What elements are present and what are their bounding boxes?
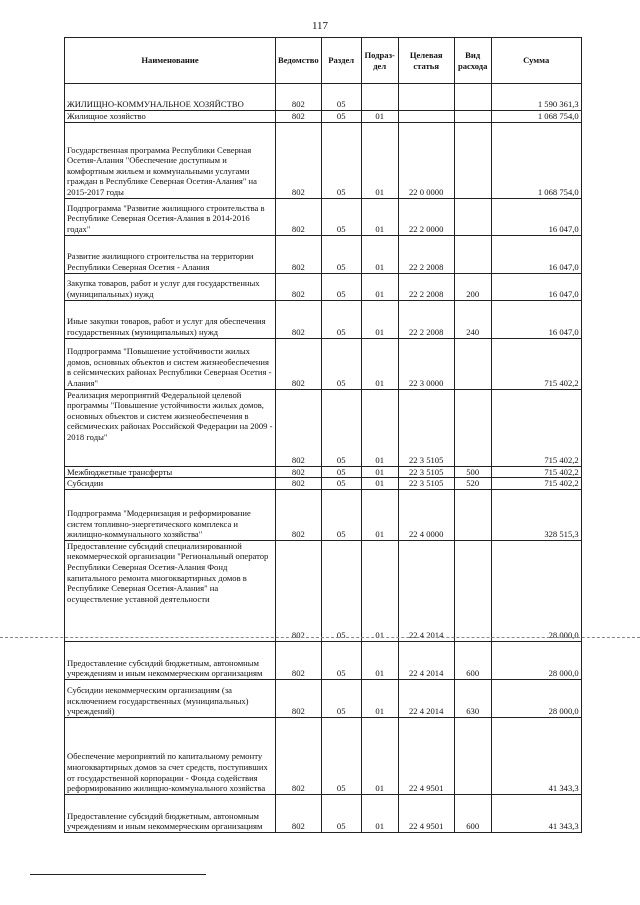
header-subsection: Подраз-дел — [361, 38, 398, 84]
row-section: 05 — [321, 198, 361, 235]
row-expense — [454, 235, 491, 273]
row-dept: 802 — [276, 794, 322, 832]
row-subsection: 01 — [361, 111, 398, 123]
row-target: 22 3 5105 — [398, 466, 454, 478]
row-sum: 16 047,0 — [491, 273, 581, 300]
header-dept: Ведомство — [276, 38, 322, 84]
row-section: 05 — [321, 466, 361, 478]
row-name: Жилищное хозяйство — [65, 111, 276, 123]
row-target: 22 4 2014 — [398, 641, 454, 679]
row-subsection: 01 — [361, 641, 398, 679]
row-dept: 802 — [276, 466, 322, 478]
row-name: Предоставление субсидий бюджетным, автономным учреждениям и иным некоммерческим организациям — [65, 794, 276, 832]
row-name: Закупка товаров, работ и услуг для государственных (муниципальных) нужд — [65, 273, 276, 300]
row-subsection: 01 — [361, 540, 398, 641]
row-section: 05 — [321, 641, 361, 679]
row-sum: 16 047,0 — [491, 300, 581, 338]
table-row — [65, 198, 582, 235]
row-target: 22 4 0000 — [398, 489, 454, 540]
row-sum: 715 402,2 — [491, 466, 581, 478]
row-target: 22 2 2008 — [398, 235, 454, 273]
row-target: 22 2 0000 — [398, 198, 454, 235]
row-target: 22 3 5105 — [398, 389, 454, 466]
row-name: Субсидии — [65, 478, 276, 490]
row-section: 05 — [321, 122, 361, 198]
row-sum: 328 515,3 — [491, 489, 581, 540]
header-target: Целевая статья — [398, 38, 454, 84]
table-row — [65, 111, 582, 123]
table-row — [65, 235, 582, 273]
table-row — [65, 300, 582, 338]
row-expense — [454, 111, 491, 123]
row-dept: 802 — [276, 717, 322, 794]
row-sum: 16 047,0 — [491, 198, 581, 235]
row-target: 22 3 0000 — [398, 338, 454, 389]
row-target: 22 2 2008 — [398, 300, 454, 338]
row-name: Предоставление субсидий специализированной некоммерческой организации "Региональный оператор Республики Северная Осетия-Алания Фонд капитального ремонта многоквартирных домов в Республике Северная Осетия-Алания" на осуществление уставной деятельности — [65, 540, 276, 641]
table-row — [65, 717, 582, 794]
row-subsection: 01 — [361, 235, 398, 273]
row-name: Предоставление субсидий бюджетным, автономным учреждениям и иным некоммерческим организациям — [65, 641, 276, 679]
row-section: 05 — [321, 717, 361, 794]
row-section: 05 — [321, 84, 361, 111]
row-subsection: 01 — [361, 679, 398, 717]
table-row — [65, 273, 582, 300]
row-expense — [454, 84, 491, 111]
row-sum: 1 068 754,0 — [491, 111, 581, 123]
header-name: Наименование — [65, 38, 276, 84]
row-sum: 1 590 361,3 — [491, 84, 581, 111]
row-subsection: 01 — [361, 794, 398, 832]
row-name: Подпрограмма "Модернизация и реформирование систем топливно-энергетического комплекса и жилищно-коммунального хозяйства" — [65, 489, 276, 540]
row-target: 22 4 2014 — [398, 540, 454, 641]
row-target — [398, 84, 454, 111]
row-expense — [454, 122, 491, 198]
row-sum: 1 068 754,0 — [491, 122, 581, 198]
row-expense — [454, 717, 491, 794]
row-section: 05 — [321, 489, 361, 540]
row-section: 05 — [321, 235, 361, 273]
footnote-separator — [30, 874, 206, 875]
page-number: 117 — [311, 20, 329, 32]
row-section: 05 — [321, 338, 361, 389]
row-section: 05 — [321, 478, 361, 490]
row-section: 05 — [321, 540, 361, 641]
row-name: Субсидии некоммерческим организациям (за исключением государственных (муниципальных) учреждений) — [65, 679, 276, 717]
row-name: Иные закупки товаров, работ и услуг для обеспечения государственных (муниципальных) нужд — [65, 300, 276, 338]
table-row — [65, 478, 582, 490]
row-dept: 802 — [276, 198, 322, 235]
table-row — [65, 489, 582, 540]
row-subsection: 01 — [361, 198, 398, 235]
table-row — [65, 389, 582, 466]
budget-table — [64, 37, 582, 833]
row-expense: 500 — [454, 466, 491, 478]
row-section: 05 — [321, 679, 361, 717]
row-name: Подпрограмма "Повышение устойчивости жилых домов, основных объектов и систем жизнеобеспечения в сейсмических районах Республики Северная Осетия - Алания" — [65, 338, 276, 389]
row-dept: 802 — [276, 300, 322, 338]
row-sum: 715 402,2 — [491, 338, 581, 389]
table-row — [65, 540, 582, 641]
row-target: 22 0 0000 — [398, 122, 454, 198]
table-row — [65, 122, 582, 198]
row-target: 22 3 5105 — [398, 478, 454, 490]
table-row — [65, 338, 582, 389]
table-row — [65, 679, 582, 717]
row-dept: 802 — [276, 338, 322, 389]
row-dept: 802 — [276, 641, 322, 679]
row-sum: 28 000,0 — [491, 540, 581, 641]
header-sum: Сумма — [491, 38, 581, 84]
row-dept: 802 — [276, 489, 322, 540]
row-sum: 41 343,3 — [491, 794, 581, 832]
row-dept: 802 — [276, 389, 322, 466]
row-sum: 41 343,3 — [491, 717, 581, 794]
row-expense — [454, 198, 491, 235]
row-sum: 715 402,2 — [491, 389, 581, 466]
row-name: Межбюджетные трансферты — [65, 466, 276, 478]
row-expense — [454, 540, 491, 641]
row-target: 22 4 2014 — [398, 679, 454, 717]
row-name: Обеспечение мероприятий по капитальному ремонту многоквартирных домов за счет средств, поступивших от государственной корпорации - Фонда содействия реформированию жилищно-коммунального хозяйства — [65, 717, 276, 794]
row-subsection — [361, 84, 398, 111]
table-header-row — [65, 38, 582, 84]
row-section: 05 — [321, 389, 361, 466]
row-subsection: 01 — [361, 300, 398, 338]
row-target: 22 4 9501 — [398, 717, 454, 794]
row-subsection: 01 — [361, 338, 398, 389]
row-section: 05 — [321, 111, 361, 123]
row-expense: 600 — [454, 794, 491, 832]
row-expense — [454, 338, 491, 389]
row-name: ЖИЛИЩНО-КОММУНАЛЬНОЕ ХОЗЯЙСТВО — [65, 84, 276, 111]
row-name: Государственная программа Республики Северная Осетия-Алания "Обеспечение доступным и комфортным жильем и коммунальными услугами граждан в Республике Северная Осетия-Алания" на 2015-2017 годы — [65, 122, 276, 198]
row-subsection: 01 — [361, 717, 398, 794]
table-body — [65, 84, 582, 833]
row-subsection: 01 — [361, 489, 398, 540]
row-expense: 200 — [454, 273, 491, 300]
row-dept: 802 — [276, 235, 322, 273]
header-expense: Вид расхода — [454, 38, 491, 84]
row-expense: 240 — [454, 300, 491, 338]
row-subsection: 01 — [361, 478, 398, 490]
row-dept: 802 — [276, 679, 322, 717]
row-subsection: 01 — [361, 122, 398, 198]
row-sum: 28 000,0 — [491, 679, 581, 717]
row-subsection: 01 — [361, 389, 398, 466]
row-target: 22 2 2008 — [398, 273, 454, 300]
table-row — [65, 641, 582, 679]
row-expense — [454, 489, 491, 540]
row-section: 05 — [321, 273, 361, 300]
header-section: Раздел — [321, 38, 361, 84]
row-expense — [454, 389, 491, 466]
table-row — [65, 794, 582, 832]
row-target — [398, 111, 454, 123]
row-section: 05 — [321, 300, 361, 338]
row-name: Реализация мероприятий Федеральной целевой программы "Повышение устойчивости жилых домов, основных объектов и систем жизнеобеспечения в сейсмических районах Российской Федерации на 2009 - 2018 годы" — [65, 389, 276, 466]
row-dept: 802 — [276, 84, 322, 111]
page-cut-line — [0, 637, 640, 638]
row-dept: 802 — [276, 111, 322, 123]
table-row — [65, 84, 582, 111]
table-row — [65, 466, 582, 478]
row-sum: 715 402,2 — [491, 478, 581, 490]
row-dept: 802 — [276, 122, 322, 198]
row-expense: 520 — [454, 478, 491, 490]
row-dept: 802 — [276, 478, 322, 490]
row-sum: 16 047,0 — [491, 235, 581, 273]
row-subsection: 01 — [361, 466, 398, 478]
row-name: Подпрограмма "Развитие жилищного строительства в Республике Северная Осетия-Алания в 2014-2016 годах" — [65, 198, 276, 235]
row-target: 22 4 9501 — [398, 794, 454, 832]
row-name: Развитие жилищного строительства на территории Республики Северная Осетия - Алания — [65, 235, 276, 273]
row-subsection: 01 — [361, 273, 398, 300]
row-section: 05 — [321, 794, 361, 832]
row-dept: 802 — [276, 540, 322, 641]
row-expense: 630 — [454, 679, 491, 717]
row-expense: 600 — [454, 641, 491, 679]
row-sum: 28 000,0 — [491, 641, 581, 679]
row-dept: 802 — [276, 273, 322, 300]
